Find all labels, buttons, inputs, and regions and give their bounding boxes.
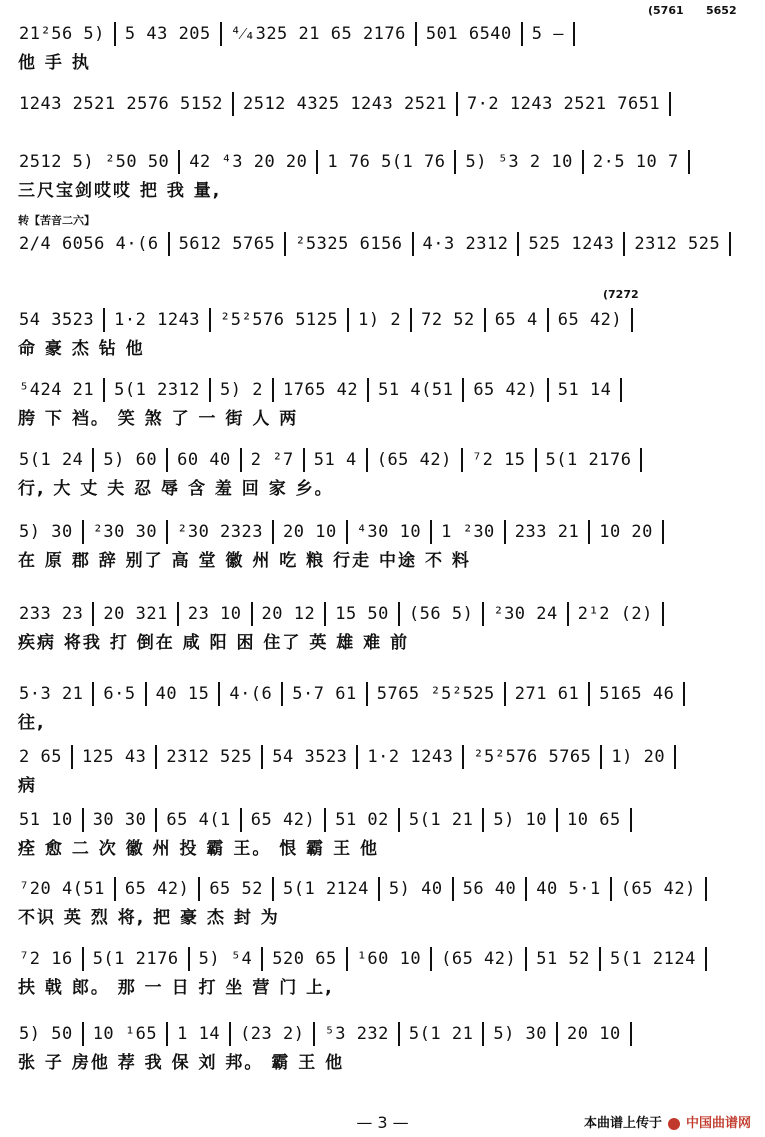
measure: 51 02 bbox=[335, 810, 389, 830]
bar-line bbox=[209, 378, 211, 402]
staff-line bbox=[12, 947, 752, 997]
bar-line bbox=[504, 520, 506, 544]
lyrics-row: 往, bbox=[18, 713, 46, 732]
bar-line bbox=[729, 232, 731, 256]
site-logo-icon bbox=[668, 1118, 680, 1130]
measure: 5) ⁵4 bbox=[198, 949, 253, 969]
bar-line bbox=[556, 1022, 558, 1046]
lyrics-row: 疾病 将我 打 倒在 咸 阳 困 住了 英 雄 难 前 bbox=[18, 633, 410, 652]
measure: 2312 525 bbox=[634, 234, 721, 254]
bar-line bbox=[573, 22, 575, 46]
bar-line bbox=[166, 1022, 168, 1046]
bar-line bbox=[662, 602, 664, 626]
measure: 520 65 bbox=[272, 949, 337, 969]
measure: 51 4(51 bbox=[378, 380, 454, 400]
measure: 65 42) bbox=[473, 380, 538, 400]
bar-line bbox=[556, 808, 558, 832]
bar-line bbox=[620, 378, 622, 402]
measure: 40 5·1 bbox=[536, 879, 601, 899]
site-name: 中国曲谱网 bbox=[685, 1116, 751, 1131]
bar-line bbox=[461, 448, 463, 472]
measure: ²30 30 bbox=[92, 522, 158, 542]
measure: 65 42) bbox=[250, 810, 316, 830]
bar-line bbox=[705, 877, 707, 901]
bar-line bbox=[155, 745, 157, 769]
staff-line bbox=[12, 1022, 752, 1072]
bar-line bbox=[521, 22, 523, 46]
measure: ²5²576 5765 bbox=[473, 747, 592, 767]
bar-line bbox=[525, 877, 527, 901]
measure: (65 42) bbox=[376, 450, 452, 470]
measure: 5 — bbox=[531, 24, 564, 44]
staff-line bbox=[12, 745, 752, 795]
lyrics-row: 胯 下 裆。 笑 煞 了 一 街 人 两 bbox=[18, 409, 299, 428]
bar-line bbox=[674, 745, 676, 769]
bar-line bbox=[482, 808, 484, 832]
upload-credit bbox=[584, 1112, 751, 1131]
bar-line bbox=[623, 232, 625, 256]
bar-line bbox=[251, 602, 253, 626]
measure: 5) 40 bbox=[388, 879, 443, 899]
measure: 1243 2521 2576 5152 bbox=[19, 94, 223, 114]
bar-line bbox=[218, 682, 220, 706]
staff-line bbox=[12, 150, 752, 200]
bar-line bbox=[484, 308, 486, 332]
bar-line bbox=[272, 520, 274, 544]
bar-line bbox=[232, 92, 234, 116]
measure: 6·5 bbox=[103, 684, 136, 704]
bar-line bbox=[313, 1022, 315, 1046]
measure: 10 ¹65 bbox=[92, 1024, 158, 1044]
lyrics-row: 不识 英 烈 将, 把 豪 杰 封 为 bbox=[18, 908, 280, 927]
measure: (65 42) bbox=[441, 949, 517, 969]
measure: 30 30 bbox=[92, 810, 147, 830]
lyrics-row: 在 原 郡 辞 别了 高 堂 徽 州 吃 粮 行走 中途 不 料 bbox=[18, 551, 471, 570]
bar-line bbox=[92, 448, 94, 472]
bar-line bbox=[398, 808, 400, 832]
bar-line bbox=[588, 682, 590, 706]
bar-line bbox=[662, 520, 664, 544]
bar-line bbox=[71, 745, 73, 769]
measure: 65 4(1 bbox=[166, 810, 231, 830]
bar-line bbox=[631, 308, 633, 332]
staff-line bbox=[12, 808, 752, 858]
notation-row bbox=[12, 448, 752, 474]
bar-line bbox=[410, 308, 412, 332]
page-number: — 3 — bbox=[356, 1113, 409, 1132]
measure: ¹60 10 bbox=[356, 949, 422, 969]
bar-line bbox=[610, 877, 612, 901]
measure: 5(1 2124 bbox=[283, 879, 369, 899]
bar-line bbox=[324, 602, 326, 626]
measure: 5·3 21 bbox=[19, 684, 84, 704]
bar-line bbox=[166, 520, 168, 544]
measure: 5(1 2176 bbox=[545, 450, 632, 470]
bar-line bbox=[688, 150, 690, 174]
measure: ²5²576 5125 bbox=[220, 310, 339, 330]
measure: 5) 50 bbox=[19, 1024, 73, 1044]
measure: 2¹2 (2) bbox=[577, 604, 653, 624]
annotation-top-right-b: 5652 bbox=[706, 4, 737, 17]
notation-row bbox=[12, 232, 752, 258]
measure: 4·(6 bbox=[229, 684, 273, 704]
measure: 23 10 bbox=[187, 604, 242, 624]
bar-line bbox=[103, 378, 105, 402]
bar-line bbox=[398, 602, 400, 626]
bar-line bbox=[705, 947, 707, 971]
measure: 51 14 bbox=[557, 380, 612, 400]
notation-row bbox=[12, 308, 752, 334]
bar-line bbox=[92, 602, 94, 626]
notation-row bbox=[12, 1022, 752, 1048]
measure: (23 2) bbox=[240, 1024, 305, 1044]
staff-line bbox=[12, 602, 752, 652]
measure: 233 23 bbox=[19, 604, 84, 624]
bar-line bbox=[398, 1022, 400, 1046]
lyrics-row: 行, 大 丈 夫 忍 辱 含 羞 回 家 乡。 bbox=[18, 479, 334, 498]
notation-row bbox=[12, 22, 752, 48]
measure: 2 ²7 bbox=[250, 450, 294, 470]
bar-line bbox=[346, 947, 348, 971]
bar-line bbox=[452, 877, 454, 901]
measure: 2512 5) ²50 50 bbox=[19, 152, 170, 172]
bar-line bbox=[103, 308, 105, 332]
measure: ⁷2 16 bbox=[19, 949, 73, 969]
bar-line bbox=[198, 877, 200, 901]
measure: ⁵424 21 bbox=[19, 380, 95, 400]
measure: 1765 42 bbox=[283, 380, 359, 400]
bar-line bbox=[261, 745, 263, 769]
measure: 5165 46 bbox=[599, 684, 675, 704]
staff-line bbox=[12, 92, 752, 142]
measure: 5(1 2176 bbox=[92, 949, 179, 969]
measure: 1 14 bbox=[177, 1024, 221, 1044]
measure: 5(1 2312 bbox=[114, 380, 201, 400]
bar-line bbox=[669, 92, 671, 116]
bar-line bbox=[178, 150, 180, 174]
measure: 7·2 1243 2521 7651 bbox=[466, 94, 661, 114]
measure: 20 321 bbox=[103, 604, 168, 624]
measure: 5(1 21 bbox=[408, 810, 474, 830]
notation-row bbox=[12, 808, 752, 834]
measure: 54 3523 bbox=[272, 747, 348, 767]
measure: 21²56 5) bbox=[19, 24, 105, 44]
bar-line bbox=[114, 22, 116, 46]
measure: 72 52 bbox=[421, 310, 475, 330]
bar-line bbox=[547, 308, 549, 332]
measure: 5765 ²5²525 bbox=[376, 684, 495, 704]
bar-line bbox=[582, 150, 584, 174]
notation-row bbox=[12, 947, 752, 973]
bar-line bbox=[366, 448, 368, 472]
measure: ²30 24 bbox=[493, 604, 558, 624]
bar-line bbox=[82, 1022, 84, 1046]
measure: 54 3523 bbox=[19, 310, 95, 330]
annotation-mode-change: 转【苦音二六】 bbox=[18, 214, 95, 227]
notation-row bbox=[12, 682, 752, 708]
measure: 5(1 21 bbox=[408, 1024, 474, 1044]
measure: 15 50 bbox=[335, 604, 389, 624]
measure: 10 65 bbox=[567, 810, 621, 830]
bar-line bbox=[272, 378, 274, 402]
measure: 525 1243 bbox=[528, 234, 615, 254]
measure: 5) 60 bbox=[103, 450, 158, 470]
bar-line bbox=[535, 448, 537, 472]
measure: 20 10 bbox=[283, 522, 337, 542]
lyrics-row: 痊 愈 二 次 徽 州 投 霸 王。 恨 霸 王 他 bbox=[18, 839, 380, 858]
staff-line bbox=[12, 448, 752, 498]
bar-line bbox=[347, 308, 349, 332]
measure: 5) 2 bbox=[220, 380, 263, 400]
bar-line bbox=[303, 448, 305, 472]
notation-row bbox=[12, 877, 752, 903]
measure: 5 43 205 bbox=[124, 24, 211, 44]
measure: 501 6540 bbox=[425, 24, 512, 44]
lyrics-row: 病 bbox=[18, 776, 37, 795]
measure: 20 12 bbox=[261, 604, 316, 624]
bar-line bbox=[92, 682, 94, 706]
bar-line bbox=[356, 745, 358, 769]
staff-line bbox=[12, 877, 752, 927]
bar-line bbox=[82, 808, 84, 832]
lyrics-row: 三尺宝剑哎哎 把 我 量, bbox=[18, 181, 222, 200]
lyrics-row: 他 手 执 bbox=[18, 53, 91, 72]
bar-line bbox=[346, 520, 348, 544]
bar-line bbox=[145, 682, 147, 706]
measure: (65 42) bbox=[620, 879, 696, 899]
bar-line bbox=[272, 877, 274, 901]
bar-line bbox=[367, 378, 369, 402]
measure: 233 21 bbox=[514, 522, 580, 542]
lyrics-row: 命 豪 杰 钻 他 bbox=[18, 339, 145, 358]
bar-line bbox=[209, 308, 211, 332]
credit-text: 本曲谱上传于 bbox=[583, 1116, 662, 1131]
bar-line bbox=[630, 1022, 632, 1046]
lyrics-row: 扶 戟 郎。 那 一 日 打 坐 营 门 上, bbox=[18, 978, 334, 997]
measure: 1 ²30 bbox=[441, 522, 495, 542]
lyrics-row bbox=[12, 258, 752, 282]
measure: 10 20 bbox=[599, 522, 653, 542]
bar-line bbox=[567, 602, 569, 626]
bar-line bbox=[640, 448, 642, 472]
measure: 65 42) bbox=[557, 310, 623, 330]
bar-line bbox=[166, 448, 168, 472]
measure: ⁴30 10 bbox=[356, 522, 422, 542]
bar-line bbox=[261, 947, 263, 971]
lyrics-row bbox=[12, 118, 752, 142]
bar-line bbox=[316, 150, 318, 174]
measure: 5) 30 bbox=[493, 1024, 548, 1044]
bar-line bbox=[177, 602, 179, 626]
bar-line bbox=[155, 808, 157, 832]
bar-line bbox=[683, 682, 685, 706]
notation-row bbox=[12, 92, 752, 118]
measure: 2/4 6056 4·(6 bbox=[19, 234, 159, 254]
measure: 65 52 bbox=[209, 879, 263, 899]
bar-line bbox=[600, 745, 602, 769]
bar-line bbox=[240, 448, 242, 472]
bar-line bbox=[378, 877, 380, 901]
lyrics-row: 张 子 房他 荐 我 保 刘 邦。 霸 王 他 bbox=[18, 1053, 345, 1072]
measure: 4·3 2312 bbox=[422, 234, 509, 254]
measure: 51 52 bbox=[536, 949, 590, 969]
measure: (56 5) bbox=[408, 604, 474, 624]
measure: 5) ⁵3 2 10 bbox=[465, 152, 573, 172]
measure: 51 10 bbox=[19, 810, 73, 830]
bar-line bbox=[82, 520, 84, 544]
bar-line bbox=[482, 1022, 484, 1046]
measure: 5(1 2124 bbox=[609, 949, 696, 969]
staff-line bbox=[12, 22, 752, 72]
measure: 60 40 bbox=[177, 450, 231, 470]
bar-line bbox=[229, 1022, 231, 1046]
measure: 2512 4325 1243 2521 bbox=[242, 94, 447, 114]
measure: 40 15 bbox=[155, 684, 210, 704]
bar-line bbox=[366, 682, 368, 706]
annotation-grace-notes: (7272 bbox=[603, 288, 639, 301]
measure: 51 4 bbox=[313, 450, 357, 470]
annotation-top-right-a: (5761 bbox=[648, 4, 684, 17]
measure: 1) 20 bbox=[611, 747, 666, 767]
bar-line bbox=[284, 232, 286, 256]
measure: 2312 525 bbox=[166, 747, 253, 767]
staff-line bbox=[12, 378, 752, 428]
bar-line bbox=[482, 602, 484, 626]
bar-line bbox=[462, 378, 464, 402]
measure: ⁵3 232 bbox=[324, 1024, 389, 1044]
measure: ²30 2323 bbox=[177, 522, 263, 542]
bar-line bbox=[525, 947, 527, 971]
notation-row bbox=[12, 520, 752, 546]
notation-row bbox=[12, 150, 752, 176]
measure: ⁴⁄₄325 21 65 2176 bbox=[230, 24, 406, 44]
bar-line bbox=[547, 378, 549, 402]
bar-line bbox=[412, 232, 414, 256]
measure: 56 40 bbox=[462, 879, 517, 899]
measure: ⁷20 4(51 bbox=[19, 879, 105, 899]
measure: 65 4 bbox=[494, 310, 538, 330]
measure: 5(1 24 bbox=[19, 450, 84, 470]
bar-line bbox=[454, 150, 456, 174]
staff-line bbox=[12, 520, 752, 570]
bar-line bbox=[430, 520, 432, 544]
measure: 5·7 61 bbox=[292, 684, 357, 704]
measure: 125 43 bbox=[81, 747, 147, 767]
bar-line bbox=[324, 808, 326, 832]
bar-line bbox=[415, 22, 417, 46]
bar-line bbox=[430, 947, 432, 971]
measure: ⁷2 15 bbox=[471, 450, 526, 470]
bar-line bbox=[168, 232, 170, 256]
bar-line bbox=[220, 22, 222, 46]
staff-line bbox=[12, 232, 752, 282]
bar-line bbox=[588, 520, 590, 544]
bar-line bbox=[462, 745, 464, 769]
bar-line bbox=[188, 947, 190, 971]
measure: 5) 30 bbox=[19, 522, 73, 542]
measure: 65 42) bbox=[124, 879, 190, 899]
bar-line bbox=[504, 682, 506, 706]
bar-line bbox=[630, 808, 632, 832]
notation-row bbox=[12, 602, 752, 628]
measure: 1 76 5(1 76 bbox=[327, 152, 446, 172]
measure: 2·5 10 7 bbox=[592, 152, 679, 172]
measure: ²5325 6156 bbox=[295, 234, 403, 254]
measure: 20 10 bbox=[567, 1024, 621, 1044]
measure: 1) 2 bbox=[358, 310, 402, 330]
measure: 5612 5765 bbox=[178, 234, 276, 254]
measure: 2 65 bbox=[19, 747, 62, 767]
bar-line bbox=[599, 947, 601, 971]
notation-row bbox=[12, 378, 752, 404]
measure: 42 ⁴3 20 20 bbox=[189, 152, 308, 172]
bar-line bbox=[114, 877, 116, 901]
bar-line bbox=[517, 232, 519, 256]
measure: 1·2 1243 bbox=[114, 310, 201, 330]
staff-line bbox=[12, 682, 752, 732]
bar-line bbox=[281, 682, 283, 706]
measure: 271 61 bbox=[514, 684, 580, 704]
staff-line bbox=[12, 308, 752, 358]
bar-line bbox=[240, 808, 242, 832]
notation-row bbox=[12, 745, 752, 771]
bar-line bbox=[456, 92, 458, 116]
bar-line bbox=[82, 947, 84, 971]
measure: 1·2 1243 bbox=[367, 747, 454, 767]
measure: 5) 10 bbox=[493, 810, 548, 830]
